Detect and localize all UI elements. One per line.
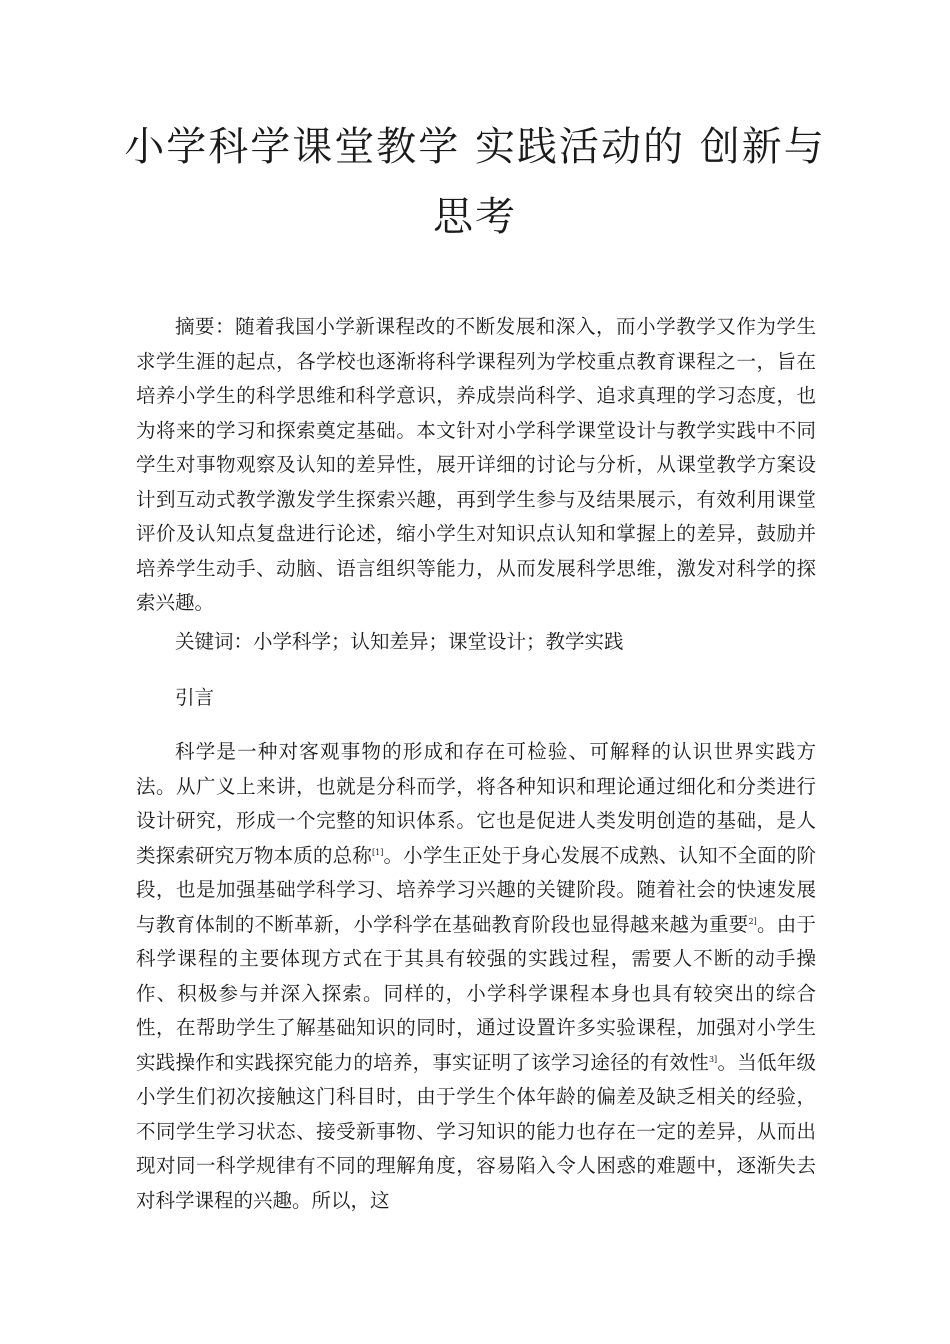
abstract-paragraph: 摘要：随着我国小学新课程改的不断发展和深入，而小学教学又作为学生求学生涯的起点，各学校也逐渐将科学课程列为学校重点教育课程之一，旨在培养小学生的科学思维和科学意识，养成崇尚科学、追求真理的学习态度，也为将来的学习和探索奠定基础。本文针对小学科学课堂设计与教学实践中不同学生对事物观察及认知的差异性，展开详细的讨论与分析，从课堂教学方案设计到互动式教学激发学生探索兴趣，再到学生参与及结果展示，有效利用课堂评价及认知点复盘进行论述，缩小学生对知识点认知和掌握上的差异，鼓励并培养学生动手、动脑、语言组织等能力，从而发展科学思维，激发对科学的探索兴趣。 — [136, 315, 816, 614]
citation-ref-1[interactable]: [1] — [372, 847, 384, 857]
citation-ref-2[interactable]: 2] — [748, 916, 757, 926]
intro-text-segment-1: 科学是一种对客观事物的形成和存在可检验、可解释的认识世界实践方法。从广义上来讲，也就是分科而学，将各种知识和理论通过细化和分类进行设计研究，形成一个完整的知识体系。它也是促进人类发明创造的基础，是人类探索研究万物本质的总称 — [136, 740, 816, 867]
intro-text-segment-2: 。小学生正处于身心发展不成熟、认知不全面的阶段，也是加强基础学科学习、培养学习兴趣的关键阶段。随着社会的快速发展与教育体制的不断革新，小学科学在基础教育阶段也显得越来越为重要 — [136, 843, 816, 936]
abstract-section — [136, 310, 816, 621]
intro-text-segment-3: 。由于科学课程的主要体现方式在于其具有较强的实践过程，需要人不断的动手操作、积极参与并深入探索。同样的，小学科学课程本身也具有较突出的综合性，在帮助学生了解基础知识的同时，通过设置许多实验课程，加强对小学生实践操作和实践探究能力的培养，事实证明了该学习途径的有效性 — [136, 912, 816, 1074]
keywords-section — [136, 625, 816, 660]
keywords-line: 关键词：小学科学；认知差异；课堂设计；教学实践 — [175, 630, 624, 653]
citation-ref-3[interactable]: 3] — [708, 1054, 718, 1064]
intro-body-section — [136, 735, 816, 1218]
intro-heading: 引言 — [175, 686, 215, 709]
intro-heading-section — [136, 681, 816, 716]
document-title — [120, 112, 830, 252]
intro-paragraph — [136, 735, 816, 1218]
title-line-1: 小学科学课堂教学 实践活动的 创新与 — [124, 124, 826, 170]
title-line-2: 思考 — [433, 194, 517, 240]
intro-text-segment-4: 。当低年级小学生们初次接触这门科目时，由于学生个体年龄的偏差及缺乏相关的经验，不同学生学习状态、接受新事物、学习知识的能力也存在一定的差异，从而出现对同一科学规律有不同的理解角度，容易陷入令人困惑的难题中，逐渐失去对科学课程的兴趣。所以，这 — [136, 1050, 816, 1212]
